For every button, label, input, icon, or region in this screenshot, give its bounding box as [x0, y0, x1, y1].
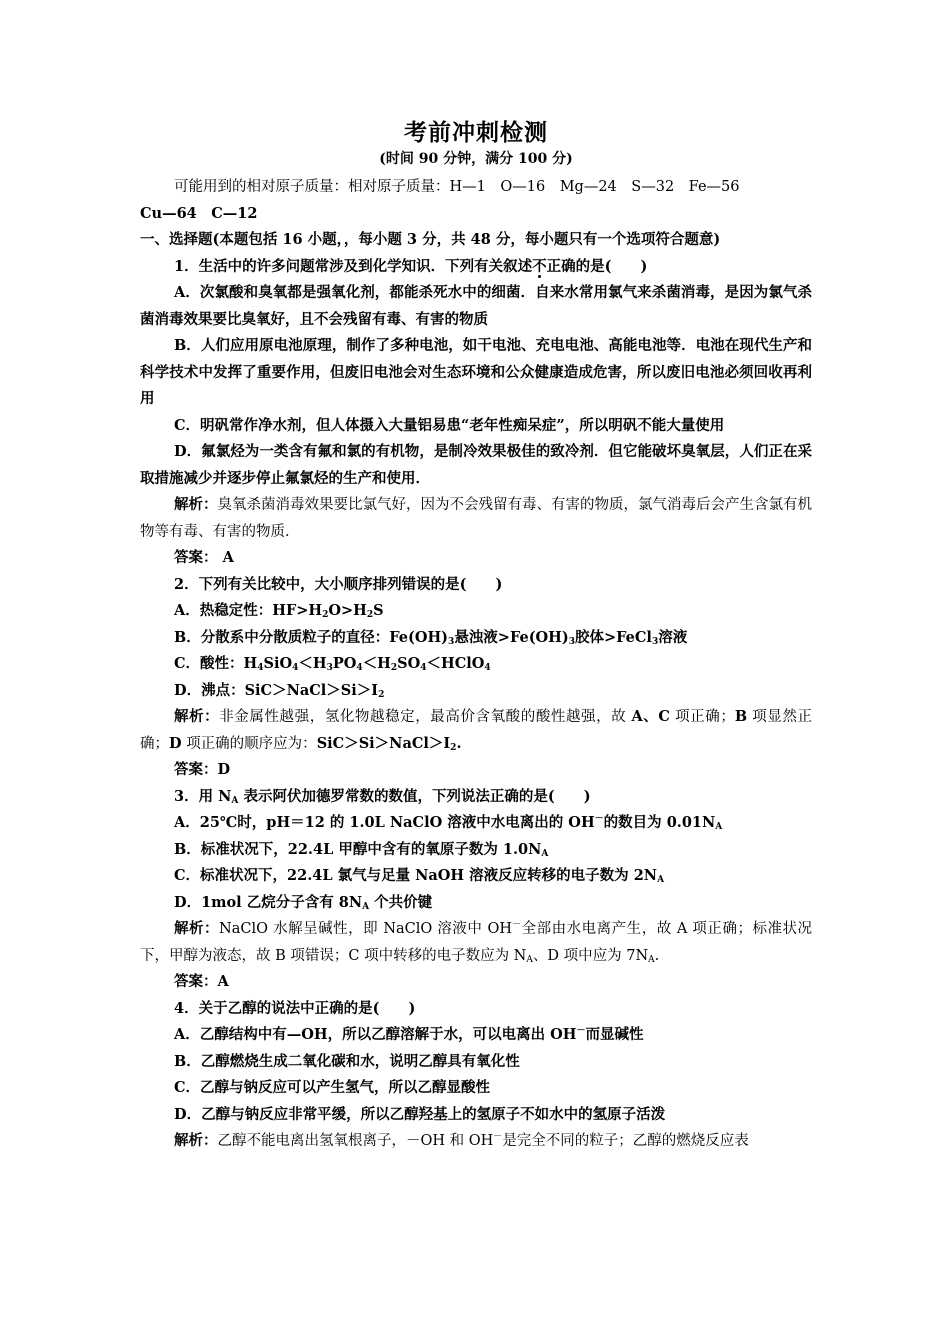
question-3-option-d: D．1mol 乙烷分子含有 $8N_A$ 个共价键: [174, 893, 433, 912]
question-1-analysis: 解析：臭氧杀菌消毒效果要比氯气好，因为不会残留有毒、有害的物质，氯气消毒后会产生含氯有机物等有毒、有害的物质．: [140, 496, 812, 540]
question-3-stem: 3．用 $N_A$ 表示阿伏加德罗常数的数值，下列说法正确的是( ): [174, 787, 591, 806]
question-4-analysis: 解析：乙醇不能电离出氢氧根离子，－OH 和 OH－是完全不同的粒子；乙醇的燃烧反应表: [174, 1132, 749, 1149]
atomic-mass-line-2: Cu—64 C—12: [140, 204, 258, 222]
question-1-stem: 1．生活中的许多问题常涉及到化学知识．下列有关叙述不正确的是( ): [174, 257, 648, 275]
question-1-option-c: C．明矾常作净水剂，但人体摄入大量铝易患“老年性痴呆症”，所以明矾不能大量使用: [174, 416, 725, 434]
question-2-stem: 2．下列有关比较中，大小顺序排列错误的是( ): [174, 575, 503, 593]
question-4-option-b: B．乙醇燃烧生成二氧化碳和水，说明乙醇具有氧化性: [174, 1052, 520, 1070]
question-1-option-a: A．次氯酸和臭氧都是强氧化剂，都能杀死水中的细菌．自来水常用氯气来杀菌消毒，是因为氯气杀菌消毒效果要比臭氧好，且不会残留有毒、有害的物质: [140, 284, 812, 328]
question-4-option-c: C．乙醇与钠反应可以产生氢气，所以乙醇显酸性: [174, 1079, 491, 1096]
exam-title: 考前冲刺检测: [404, 119, 548, 146]
exam-page: [140, 118, 812, 1155]
question-2-option-d: D．沸点：$SiC>NaCl>Si>I_2$: [174, 681, 385, 700]
section-heading: 一、选择题(本题包括 16 小题，，每小题 3 分，共 48 分，每小题只有一个选项符合题意): [140, 231, 721, 248]
question-3-option-a: A．25℃时，pH＝12 的 1.0L NaClO 溶液中水电离出的 OH－的数目为 $0.01N_A$: [174, 814, 723, 832]
question-3-analysis: 解析：NaClO 水解呈碱性，即 NaClO 溶液中 OH－全部由水电离产生，故 A 项正确；标准状况下，甲醇为液态，故 B 项错误；C 项中转移的电子数应为 $N_A$、D 项中应为 $7N_A$.: [140, 920, 813, 965]
question-2-option-a: A．热稳定性：$HF>H_2O>H_2S$: [174, 602, 384, 620]
question-2-answer: 答案：D: [174, 761, 231, 778]
question-4-stem: 4．关于乙醇的说法中正确的是( ): [174, 999, 416, 1017]
question-3-option-b: B．标准状况下，22.4L 甲醇中含有的氧原子数为 $1.0N_A$: [174, 840, 549, 859]
question-3-answer: 答案：A: [174, 973, 229, 990]
question-1-answer: 答案： A: [174, 549, 234, 566]
question-2-option-c: C．酸性：$H_4SiO_4<H_3PO_4<H_2SO_4<HClO_4$: [174, 655, 491, 673]
question-1-option-b: B．人们应用原电池原理，制作了多种电池，如干电池、充电电池、高能电池等．电池在现代生产和科学技术中发挥了重要作用，但废旧电池会对生态环境和公众健康造成危害，所以废旧电池必须回收再利用: [140, 337, 812, 407]
question-2-option-b: B．分散系中分散质粒子的直径：$Fe(OH)_3$悬浊液$>Fe(OH)_3$胶体>FeCl$_3$溶液: [174, 628, 688, 647]
exam-subtitle: (时间 90 分钟，满分 100 分): [379, 151, 573, 167]
atomic-mass-line-1: 可能用到的相对原子质量：相对原子质量：H—1 O—16 Mg—24 S—32 Fe—56: [174, 179, 740, 195]
question-4-option-d: D．乙醇与钠反应非常平缓，所以乙醇羟基上的氢原子不如水中的氢原子活泼: [174, 1105, 666, 1123]
emphasis-dot-bu: 不: [532, 257, 547, 275]
question-4-option-a: A．乙醇结构中有—OH，所以乙醇溶解于水，可以电离出 OH－而显碱性: [174, 1026, 644, 1043]
question-3-option-c: C．标准状况下，22.4L 氯气与足量 NaOH 溶液反应转移的电子数为 $2N_A$: [174, 867, 665, 885]
question-1-option-d: D．氟氯烃为一类含有氟和氯的有机物，是制冷效果极佳的致冷剂．但它能破坏臭氧层，人们正在采取措施减少并逐步停止氟氯烃的生产和使用．: [140, 443, 812, 487]
question-2-analysis: 解析：非金属性越强，氢化物越稳定，最高价含氧酸的酸性越强，故 A、C 项正确；B 项显然正确；D 项正确的顺序应为：$SiC>Si>NaCl>I_2$.: [140, 708, 813, 753]
